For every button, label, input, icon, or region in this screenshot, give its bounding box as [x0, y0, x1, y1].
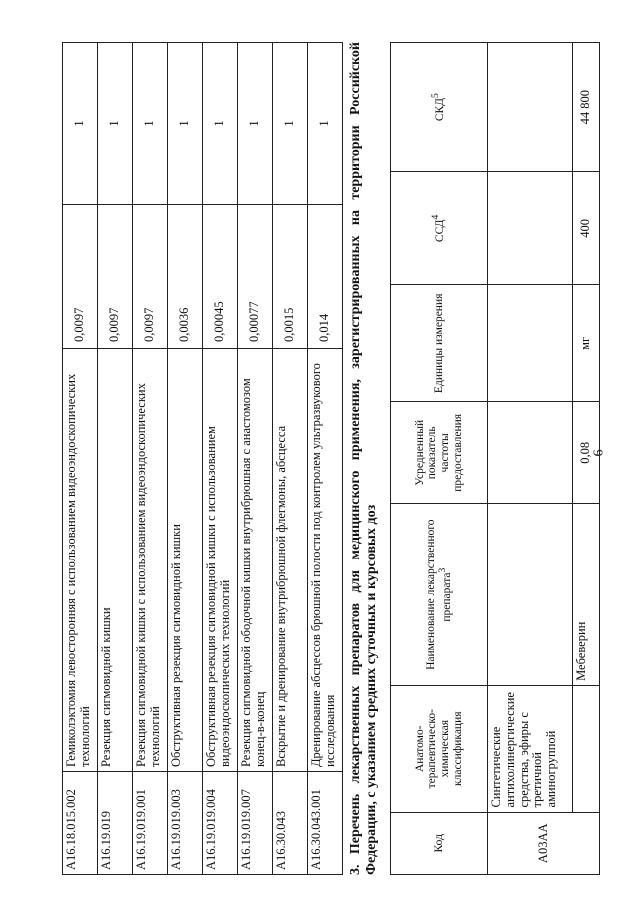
procedure-frequency: 0,0097: [98, 205, 133, 349]
drug-table-header-row: [391, 43, 488, 875]
procedure-code: A16.19.019.003: [168, 772, 203, 875]
rotated-page-content: [50, 35, 630, 875]
group-empty-name: [488, 504, 573, 686]
procedure-count: 1: [273, 43, 308, 205]
header-skd: СКД$^5$: [391, 43, 488, 172]
procedure-count: 1: [308, 43, 343, 205]
procedure-count: 1: [203, 43, 238, 205]
header-frequency: Усредненный показатель частоты предоставления: [391, 402, 488, 504]
procedure-row: [63, 43, 98, 875]
procedure-frequency: 0,0015: [273, 205, 308, 349]
procedure-count: 1: [168, 43, 203, 205]
procedure-row: [273, 43, 308, 875]
procedure-frequency: 0,0097: [133, 205, 168, 349]
procedure-name: Обструктивная резекция сигмовидной кишки с использованием видеоэндоскопических технологий: [203, 349, 238, 772]
procedure-row: [203, 43, 238, 875]
group-code: A03AA: [488, 812, 600, 874]
procedure-row: [133, 43, 168, 875]
procedure-code: A16.19.019.001: [133, 772, 168, 875]
procedure-row: [308, 43, 343, 875]
header-units: Единицы измерения: [391, 285, 488, 402]
procedure-code: A16.18.015.002: [63, 772, 98, 875]
procedure-frequency: 0,0036: [168, 205, 203, 349]
drug-unit: мг: [573, 285, 600, 402]
group-empty-unit: [488, 285, 573, 402]
procedure-row: [238, 43, 273, 875]
procedure-frequency: 0,014: [308, 205, 343, 349]
page-number: 6: [591, 449, 607, 457]
procedure-row: [98, 43, 133, 875]
header-drug-name: Наименование лекарственного препарата$^3$: [391, 504, 488, 686]
procedure-code: A16.30.043.001: [308, 772, 343, 875]
procedure-code: A16.19.019: [98, 772, 133, 875]
drug-table: [390, 42, 600, 875]
procedure-frequency: 0,0097: [63, 205, 98, 349]
drug-skd: 44 800: [573, 43, 600, 172]
procedure-name: Резекция сигмовидной ободочной кишки внутрибрюшная с анастомозом конец-в-конец: [238, 349, 273, 772]
group-atc: Синтетические антихолинергические средства, эфиры с третичной аминогруппой: [488, 685, 573, 812]
procedure-name: Резекция сигмовидной кишки с использованием видеоэндоскопических технологий: [133, 349, 168, 772]
procedure-name: Резекция сигмовидной кишки: [98, 349, 133, 772]
procedure-code: A16.19.019.007: [238, 772, 273, 875]
procedure-code: A16.30.043: [273, 772, 308, 875]
procedure-count: 1: [238, 43, 273, 205]
procedure-frequency: 0,00077: [238, 205, 273, 349]
procedure-name: Вскрытие и дренирование внутрибрюшной флегмоны, абсцесса: [273, 349, 308, 772]
procedure-name: Дренирование абсцессов брюшной полости под контролем ультразвукового исследования: [308, 349, 343, 772]
procedure-frequency: 0,00045: [203, 205, 238, 349]
procedure-row: [168, 43, 203, 875]
procedures-table: [62, 42, 343, 875]
group-empty-skd: [488, 43, 573, 172]
drug-group-row: [488, 43, 573, 875]
procedure-count: 1: [133, 43, 168, 205]
header-atc: Анатомо-терапевтическо-химическая классификация: [391, 685, 488, 812]
procedure-name: Гемиколэктомия левосторонняя с использованием видеоэндоскопических технологий: [63, 349, 98, 772]
drug-ssd: 400: [573, 172, 600, 285]
procedure-count: 1: [98, 43, 133, 205]
drug-row: [573, 43, 600, 875]
group-empty-ssd: [488, 172, 573, 285]
drug-frequency: 0,08: [573, 402, 600, 504]
header-code: Код: [391, 812, 488, 874]
group-empty-freq: [488, 402, 573, 504]
procedure-name: Обструктивная резекция сигмовидной кишки: [168, 349, 203, 772]
procedure-count: 1: [63, 43, 98, 205]
header-ssd: ССД$^4$: [391, 172, 488, 285]
procedure-code: A16.19.019.004: [203, 772, 238, 875]
drug-empty-atc: [573, 685, 600, 812]
drug-name: Мебеверин: [573, 504, 600, 686]
section3-heading: 3. Перечень лекарственных препаратов для медицинского применения, зарегистрированных на территории Российской Федерации, с указанием средних суточных и курсовых доз: [348, 42, 380, 875]
